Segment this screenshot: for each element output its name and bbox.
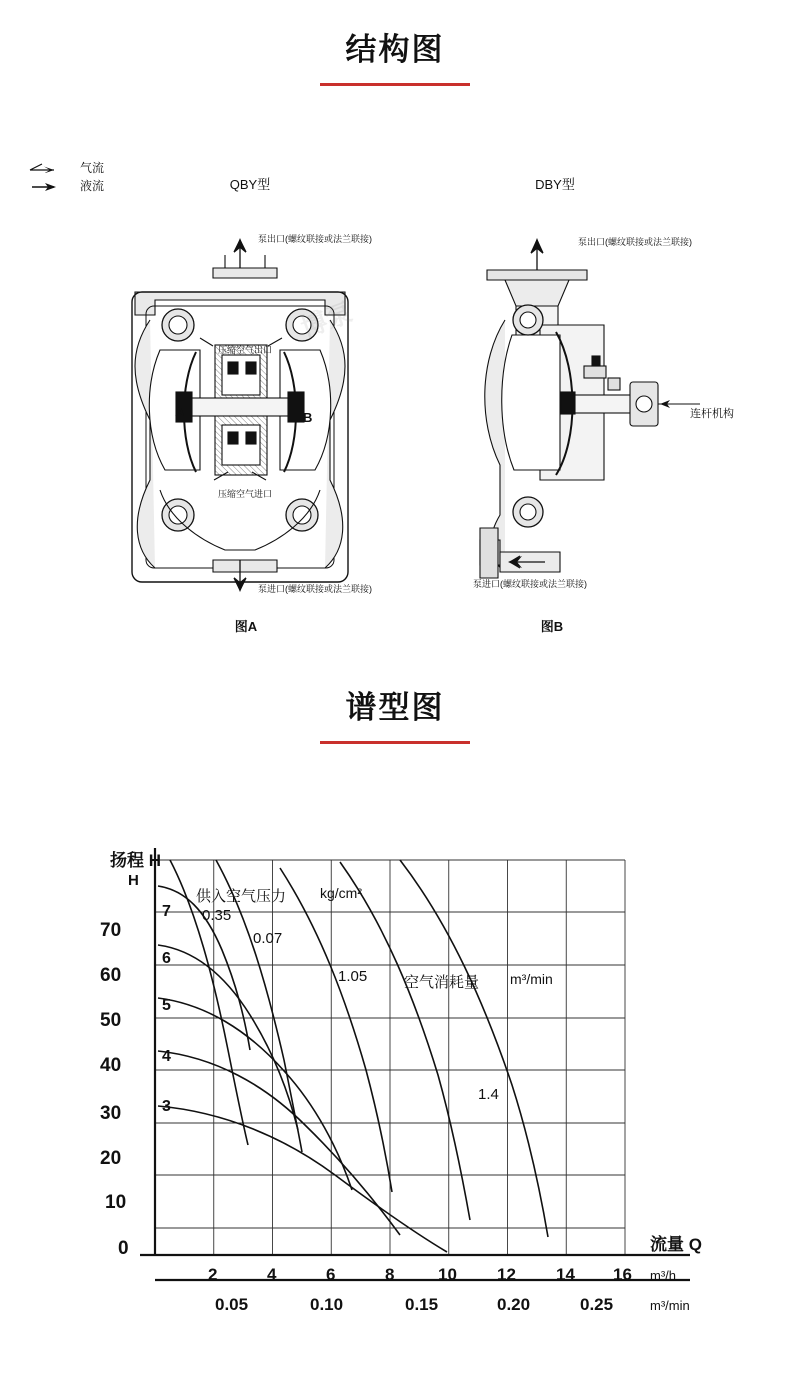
chart-ylabel: 扬程 H xyxy=(110,851,161,870)
y-tick-40: 40 xyxy=(100,1055,122,1076)
watermark: 博泵 xyxy=(296,296,357,343)
x-tick2-010: 0.10 xyxy=(310,1295,344,1314)
annotation-0-07: 0.07 xyxy=(253,930,283,947)
title-underline xyxy=(320,83,470,86)
dby-type-label: DBY型 xyxy=(535,177,575,192)
y-tick-70: 70 xyxy=(100,920,122,941)
annotation-1-05: 1.05 xyxy=(338,968,368,985)
structure-section xyxy=(0,0,790,86)
annotation-air-pressure-unit: kg/cm² xyxy=(320,885,362,901)
x-tick-16: 16 xyxy=(613,1265,632,1284)
callout-chamber-b: B xyxy=(303,410,313,425)
callout-dby-inlet: 泵进口(螺纹联接或法兰联接) xyxy=(473,579,587,589)
x-tick-14: 14 xyxy=(556,1265,575,1284)
annotation-air-consumption: 空气消耗量 xyxy=(404,974,480,991)
y-tick-50: 50 xyxy=(100,1010,122,1031)
figure-b-label: 图B xyxy=(540,619,564,634)
callout-dby-outlet: 泵出口(螺纹联接或法兰联接) xyxy=(578,237,692,247)
annotation-1-4: 1.4 xyxy=(478,1086,499,1103)
curve-label-7: 7 xyxy=(162,903,171,920)
curve-label-5: 5 xyxy=(162,997,171,1014)
y-tick-60: 60 xyxy=(100,965,122,986)
structure-diagrams xyxy=(0,120,790,650)
x-tick-2: 2 xyxy=(208,1265,218,1284)
x-tick-8: 8 xyxy=(385,1265,395,1284)
x-tick-4: 4 xyxy=(267,1265,277,1284)
qby-type-label: QBY型 xyxy=(229,177,271,192)
x-tick2-025: 0.25 xyxy=(580,1295,614,1314)
curve-title-underline xyxy=(320,741,470,744)
y-tick-20: 20 xyxy=(100,1148,122,1169)
structure-title: 结构图 xyxy=(345,32,445,67)
curve-label-6: 6 xyxy=(162,950,171,967)
y-tick-10: 10 xyxy=(105,1192,127,1213)
figure-a-label: 图A xyxy=(234,619,258,634)
annotation-0-35: 0.35 xyxy=(202,907,232,924)
y-tick-30: 30 xyxy=(100,1103,122,1124)
callout-linkage: 连杆机构 xyxy=(690,408,734,420)
callout-qby-inlet: 泵进口(螺纹联接或法兰联接) xyxy=(258,584,372,594)
callout-qby-outlet: 泵出口(螺纹联接或法兰联接) xyxy=(258,234,372,244)
callout-qby-air-out: 压缩空气出口 xyxy=(218,345,273,355)
x-unit-primary: m³/h xyxy=(650,1268,676,1283)
callout-chamber-a: A xyxy=(175,404,185,419)
x-tick-10: 10 xyxy=(438,1265,457,1284)
x-tick-12: 12 xyxy=(497,1265,516,1284)
annotation-air-consumption-unit: m³/min xyxy=(510,971,553,987)
curve-section-header xyxy=(0,672,790,744)
structure-svg xyxy=(0,120,790,650)
annotation-air-pressure: 供入空气压力 xyxy=(196,888,287,905)
y-tick-0: 0 xyxy=(118,1238,129,1259)
legend-label-liquidflow: 液流 xyxy=(80,178,105,193)
ylabel-h: H xyxy=(128,872,139,889)
curve-label-3: 3 xyxy=(162,1098,171,1115)
curve-title: 谱型图 xyxy=(345,690,445,725)
legend-label-airflow: 气流 xyxy=(80,160,105,175)
x-unit-secondary: m³/min xyxy=(650,1298,690,1313)
x-tick2-020: 0.20 xyxy=(497,1295,531,1314)
x-tick2-005: 0.05 xyxy=(215,1295,249,1314)
x-tick-6: 6 xyxy=(326,1265,336,1284)
callout-qby-air-in: 压缩空气进口 xyxy=(218,489,273,499)
chart-xlabel: 流量 Q xyxy=(650,1235,702,1254)
x-tick2-015: 0.15 xyxy=(405,1295,439,1314)
curve-label-4: 4 xyxy=(162,1048,171,1065)
